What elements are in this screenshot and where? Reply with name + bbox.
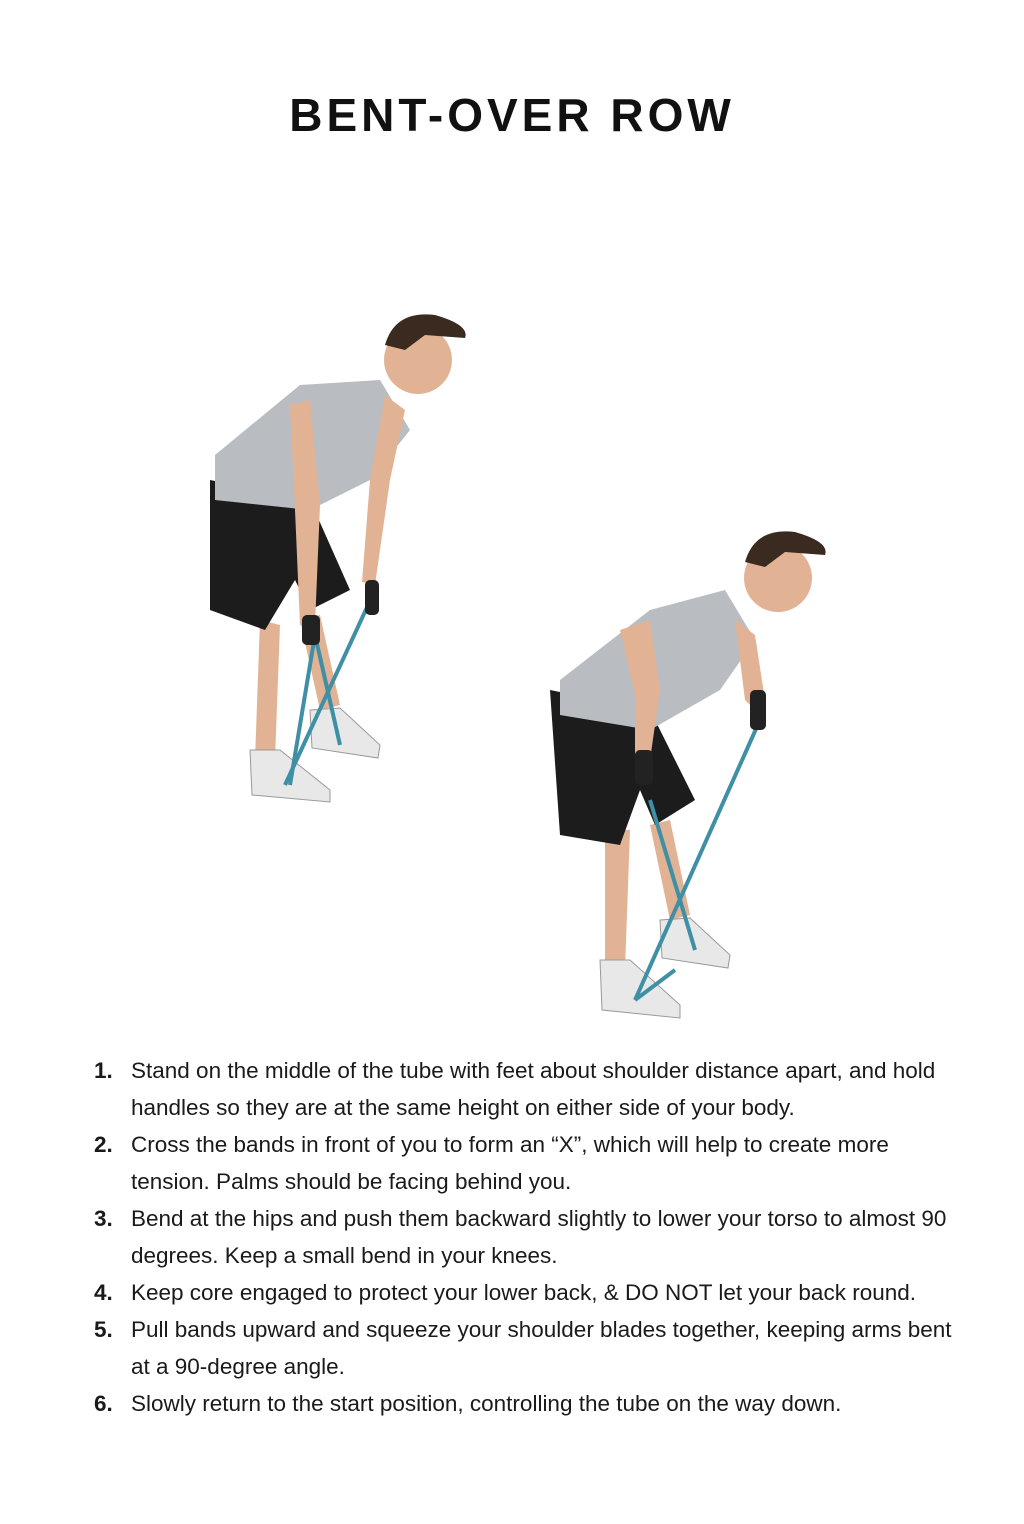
step-number: 4. xyxy=(94,1280,113,1305)
figure-row-position xyxy=(550,531,826,1018)
step-2 xyxy=(94,1126,964,1200)
step-text: Keep core engaged to protect your lower back, & DO NOT let your back round. xyxy=(131,1280,916,1305)
exercise-illustration xyxy=(180,290,860,1030)
step-1 xyxy=(94,1052,964,1126)
step-number: 3. xyxy=(94,1206,113,1231)
step-number: 1. xyxy=(94,1058,113,1083)
step-text: Stand on the middle of the tube with feet about shoulder distance apart, and hold handles so they are at the same height on either side of your body. xyxy=(131,1058,936,1120)
step-text: Pull bands upward and squeeze your shoulder blades together, keeping arms bent at a 90-degree angle. xyxy=(131,1317,952,1379)
step-text: Bend at the hips and push them backward slightly to lower your torso to almost 90 degrees. Keep a small bend in your knees. xyxy=(131,1206,947,1268)
step-4 xyxy=(94,1274,964,1311)
step-5 xyxy=(94,1311,964,1385)
instructions-list xyxy=(94,1052,964,1422)
step-3 xyxy=(94,1200,964,1274)
step-number: 6. xyxy=(94,1391,113,1416)
step-number: 5. xyxy=(94,1317,113,1342)
step-text: Cross the bands in front of you to form an “X”, which will help to create more tension. Palms should be facing behind you. xyxy=(131,1132,889,1194)
step-number: 2. xyxy=(94,1132,113,1157)
step-text: Slowly return to the start position, controlling the tube on the way down. xyxy=(131,1391,842,1416)
step-6 xyxy=(94,1385,964,1422)
figure-start-position xyxy=(210,314,466,802)
page-title: BENT-OVER ROW xyxy=(289,89,735,141)
